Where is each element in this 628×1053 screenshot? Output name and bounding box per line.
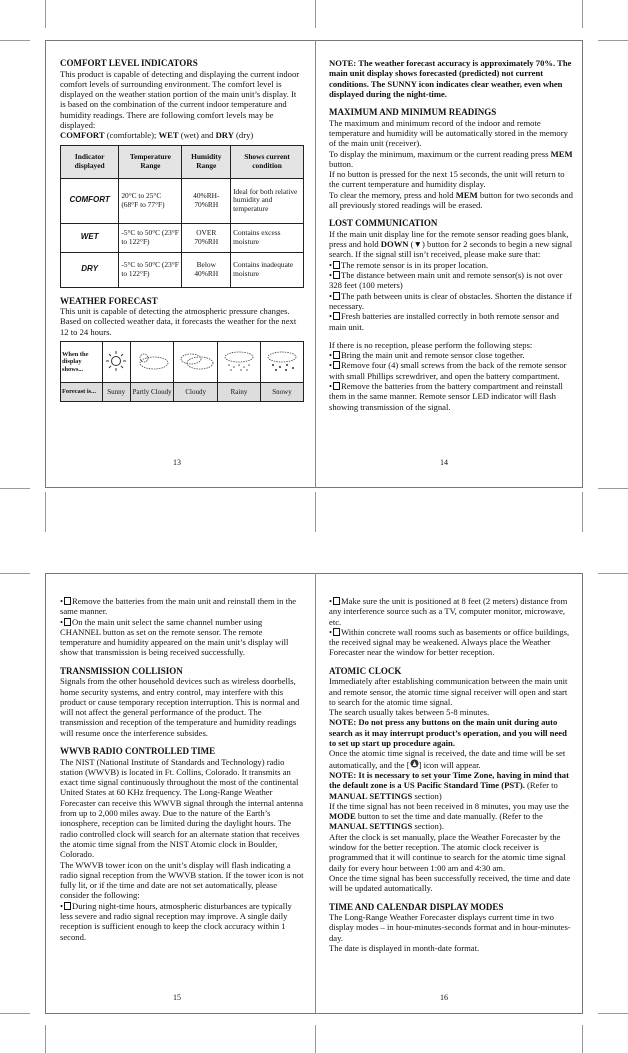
crop-mark bbox=[598, 40, 628, 41]
page-16 bbox=[329, 596, 573, 953]
list-item: • Remove four (4) small screws from the back of the remote sensor with small Phillips screwdriver, and open the battery compartment. bbox=[329, 360, 567, 381]
list-item: • During night-time hours, atmospheric disturbances are typically less severe and radio signal reception may improve. A single daily reception is sufficient enough to keep the clock accuracy within 1 second. bbox=[60, 900, 292, 942]
lost-text: If the main unit display line for the remote sensor reading goes blank, press and hold DOWN (▼) button for 2 seconds to begin a new signal search. If the signal still isn’t received, please make sure that: bbox=[329, 228, 573, 260]
wwvb-text: The NIST (National Institute of Standards and Technology) radio station (WWVB) is located in Ft. Collins, Colorado. It transmits an exact time signal continuously throughout the most of the continental United States at 60 KHz frequency. The Long-Range Weather Forecaster can receive this WWVB signal through the internal antenna from up to 2,000 miles away. Due to the nature of the Earth’s ionosphere, reception can be limited during the daylight hours. The radio controlled clock will search for an alternate station that receives the atomic time signal from the NIST Atomic clock in Boulder, Colorado. bbox=[60, 756, 304, 860]
table-header-row bbox=[61, 145, 304, 178]
crop-mark bbox=[582, 1025, 583, 1053]
list-item: • The distance between main unit and remote sensor(s) is not over 328 feet (100 meters) bbox=[329, 270, 563, 291]
humidity-cell: OVER 70%RH bbox=[182, 223, 231, 252]
heading-forecast: WEATHER FORECAST bbox=[60, 295, 158, 306]
list-item: • Fresh batteries are installed correctly in both remote sensor and main unit. bbox=[329, 311, 559, 332]
maxmin-text: To clear the memory, press and hold MEM button for two seconds and all previously stored readings will be erased. bbox=[329, 189, 573, 211]
forecast-label: Rainy bbox=[217, 382, 260, 401]
wwvb-text: The WWVB tower icon on the unit’s display will flash indicating a radio signal reception from the WWVB station. If the tower icon is not fully lit, or if the time and date are not set automatically, please consider the following: bbox=[60, 859, 304, 901]
page-number: 16 bbox=[440, 993, 448, 1002]
page-divider bbox=[315, 40, 316, 488]
list-item: • The remote sensor is in its proper location. bbox=[329, 259, 489, 270]
sunny-icon bbox=[102, 341, 130, 382]
heading-transmission-collision: TRANSMISSION COLLISION bbox=[60, 665, 183, 676]
forecast-row-label: Forecast is... bbox=[61, 382, 103, 401]
forecast-table bbox=[60, 341, 304, 402]
table-row bbox=[61, 252, 304, 287]
atomic-text: After the clock is set manually, place the Weather Forecaster by the window for the better reception. The atomic clock receiver is programmed that it will continue to search for the atomic time signal daily for every hour between 1:00 am and 4:30 am. bbox=[329, 831, 566, 873]
forecast-label: Sunny bbox=[102, 382, 130, 401]
forecast-label: Cloudy bbox=[174, 382, 218, 401]
crop-mark bbox=[0, 1013, 30, 1014]
crop-mark bbox=[582, 0, 583, 28]
list-item: • Make sure the unit is positioned at 8 feet (2 meters) distance from any interference source such as a TV, computer monitor, microwave, etc. bbox=[329, 596, 568, 627]
condition-cell: Contains excess moisture bbox=[231, 223, 304, 252]
forecast-row-label: When the display shows... bbox=[61, 341, 103, 382]
atomic-note: NOTE: Do not press any buttons on the main unit during auto search as it may interrupt product’s operation, and you will need to set up start up procedure again. bbox=[329, 717, 567, 749]
heading-comfort: COMFORT LEVEL INDICATORS bbox=[60, 58, 198, 68]
no-reception-text: If there is no reception, please perform the following steps: bbox=[329, 339, 533, 350]
crop-mark bbox=[45, 492, 46, 532]
crop-mark bbox=[598, 573, 628, 574]
display-text: The Long-Range Weather Forecaster displays current time in two display modes – in hour-minutes-seconds format and in hour-minutes-day. bbox=[329, 912, 571, 943]
heading-wwvb: WWVB RADIO CONTROLLED TIME bbox=[60, 746, 216, 757]
humidity-cell: Below 40%RH bbox=[182, 252, 231, 287]
page-13 bbox=[60, 58, 304, 402]
atomic-text: Once the atomic time signal is received, the date and time will be set automatically, and the [ ] icon will appear. bbox=[329, 748, 566, 770]
cloudy-icon bbox=[174, 341, 218, 382]
indicator-cell: DRY bbox=[61, 252, 119, 287]
forecast-text: This unit is capable of detecting the atmospheric pressure changes. Based on collected weather data, it forecasts the weather for the next 12 to 24 hours. bbox=[60, 306, 297, 337]
list-item: • The path between units is clear of obstacles. Shorten the distance if necessary. bbox=[329, 290, 573, 311]
maxmin-text: If no button is pressed for the next 15 seconds, the unit will return to the current temperature and humidity display. bbox=[329, 169, 565, 190]
comfort-table bbox=[60, 145, 304, 288]
humidity-cell: 40%RH-70%RH bbox=[182, 178, 231, 223]
atomic-text: If the time signal has not been received in 8 minutes, you may use the MODE button to set the time and date manually. (Refer to the MANUAL SETTINGS section). bbox=[329, 800, 569, 832]
table-row bbox=[61, 178, 304, 223]
atomic-note: NOTE: It is necessary to set your Time Zone, having in mind that the default zone is a US Pacific Standard Time (PST). (Refer to MANUAL SETTINGS section) bbox=[329, 769, 569, 801]
temp-cell: -5°C to 50°C (23°F to 122°F) bbox=[119, 252, 182, 287]
comfort-text: This product is capable of detecting and displaying the current indoor comfort levels of surrounding environment. The comfort level is displayed on the weather station portion of the main unit’s display. It is based on the combination of the current indoor temperature and humidity readings. There are following comfort levels may be displayed: bbox=[60, 68, 300, 130]
table-header: Shows current condition bbox=[231, 145, 304, 178]
list-item: • Remove the batteries from the battery compartment and reinstall them in the same manner. Remote sensor LED indicator will flash showing transmission of the signal. bbox=[329, 381, 563, 412]
crop-mark bbox=[315, 0, 316, 28]
comfort-levels-line: COMFORT (comfortable); WET (wet) and DRY (dry) bbox=[60, 130, 254, 141]
crop-mark bbox=[315, 492, 316, 532]
page-15 bbox=[60, 596, 304, 942]
maxmin-text: To display the minimum, maximum or the current reading press MEM button. bbox=[329, 148, 573, 169]
table-header: Humidity Range bbox=[182, 145, 231, 178]
table-row bbox=[61, 223, 304, 252]
list-item: • Within concrete wall rooms such as basements or office buildings, the received signal may be weakened. Always place the Weather Forecaster near the window for better reception. bbox=[329, 626, 570, 658]
condition-cell: Contains inadequate moisture bbox=[231, 252, 304, 287]
maxmin-text: The maximum and minimum record of the indoor and remote temperature and humidity will be automatically stored in the memory of the main unit (receiver). bbox=[329, 117, 568, 149]
snowy-icon bbox=[260, 341, 303, 382]
page-number: 14 bbox=[440, 458, 448, 467]
rainy-icon bbox=[217, 341, 260, 382]
condition-cell: Ideal for both relative humidity and temperature bbox=[231, 178, 304, 223]
display-text: The date is displayed in month-date format. bbox=[329, 942, 480, 953]
crop-mark bbox=[0, 40, 30, 41]
atomic-text: Immediately after establishing communication between the main unit and remote sensor, the atomic time signal receiver will open and start to search for the atomic time signal. bbox=[329, 676, 568, 707]
forecast-icon-row bbox=[61, 341, 304, 382]
page-number: 13 bbox=[173, 458, 181, 467]
partly-cloudy-icon bbox=[130, 341, 174, 382]
atomic-text: The search usually takes between 5-8 minutes. bbox=[329, 707, 490, 718]
crop-mark bbox=[598, 488, 628, 489]
page-divider bbox=[315, 573, 316, 1014]
crop-mark bbox=[315, 1025, 316, 1053]
forecast-label-row bbox=[61, 382, 304, 401]
atomic-text: Once the time signal has been successfully received, the time and date will be updated automatically. bbox=[329, 872, 571, 894]
heading-atomic-clock: ATOMIC CLOCK bbox=[329, 665, 402, 676]
temp-cell: -5°C to 50°C (23°F to 122°F) bbox=[119, 223, 182, 252]
temp-cell: 20°C to 25°C (68°F to 77°F) bbox=[119, 178, 182, 223]
forecast-label: Snowy bbox=[260, 382, 303, 401]
list-item: • Bring the main unit and remote sensor close together. bbox=[329, 350, 525, 361]
indicator-cell: WET bbox=[61, 223, 119, 252]
crop-mark bbox=[582, 492, 583, 532]
forecast-accuracy-note: NOTE: The weather forecast accuracy is approximately 70%. The main unit display shows forecasted (predicted) not current conditions. The SUNNY icon indicates clear weather, even when displayed during the night-time. bbox=[329, 58, 572, 99]
list-item: • Remove the batteries from the main unit and reinstall them in the same manner. bbox=[60, 596, 297, 617]
table-header: Temperature Range bbox=[119, 145, 182, 178]
crop-mark bbox=[45, 1025, 46, 1053]
crop-mark bbox=[598, 1013, 628, 1014]
page-number: 15 bbox=[173, 993, 181, 1002]
collision-text: Signals from the other household devices such as wireless doorbells, home security systems, and entry control, may interfere with this product or cause temporary reception interruption. This is normal and will not affect the general performance of the product. The transmission and reception of the temperature and humidity readings will resume once the interference subsides. bbox=[60, 676, 300, 738]
indicator-cell: COMFORT bbox=[61, 178, 119, 223]
table-header: Indicator displayed bbox=[61, 145, 119, 178]
crop-mark bbox=[0, 488, 30, 489]
list-item: • On the main unit select the same channel number using CHANNEL button as set on the remote sensor. The remote temperature and humidity appeared on the main unit’s display will show that transmission is being received successfully. bbox=[60, 616, 289, 658]
page-14 bbox=[329, 58, 573, 412]
heading-lost-communication: LOST COMMUNICATION bbox=[329, 218, 438, 229]
heading-maxmin: MAXIMUM AND MINIMUM READINGS bbox=[329, 107, 497, 118]
crop-mark bbox=[0, 573, 30, 574]
forecast-label: Partly Cloudy bbox=[130, 382, 174, 401]
tower-icon bbox=[410, 760, 419, 770]
heading-display-modes: TIME AND CALENDAR DISPLAY MODES bbox=[329, 901, 504, 912]
crop-mark bbox=[45, 0, 46, 28]
